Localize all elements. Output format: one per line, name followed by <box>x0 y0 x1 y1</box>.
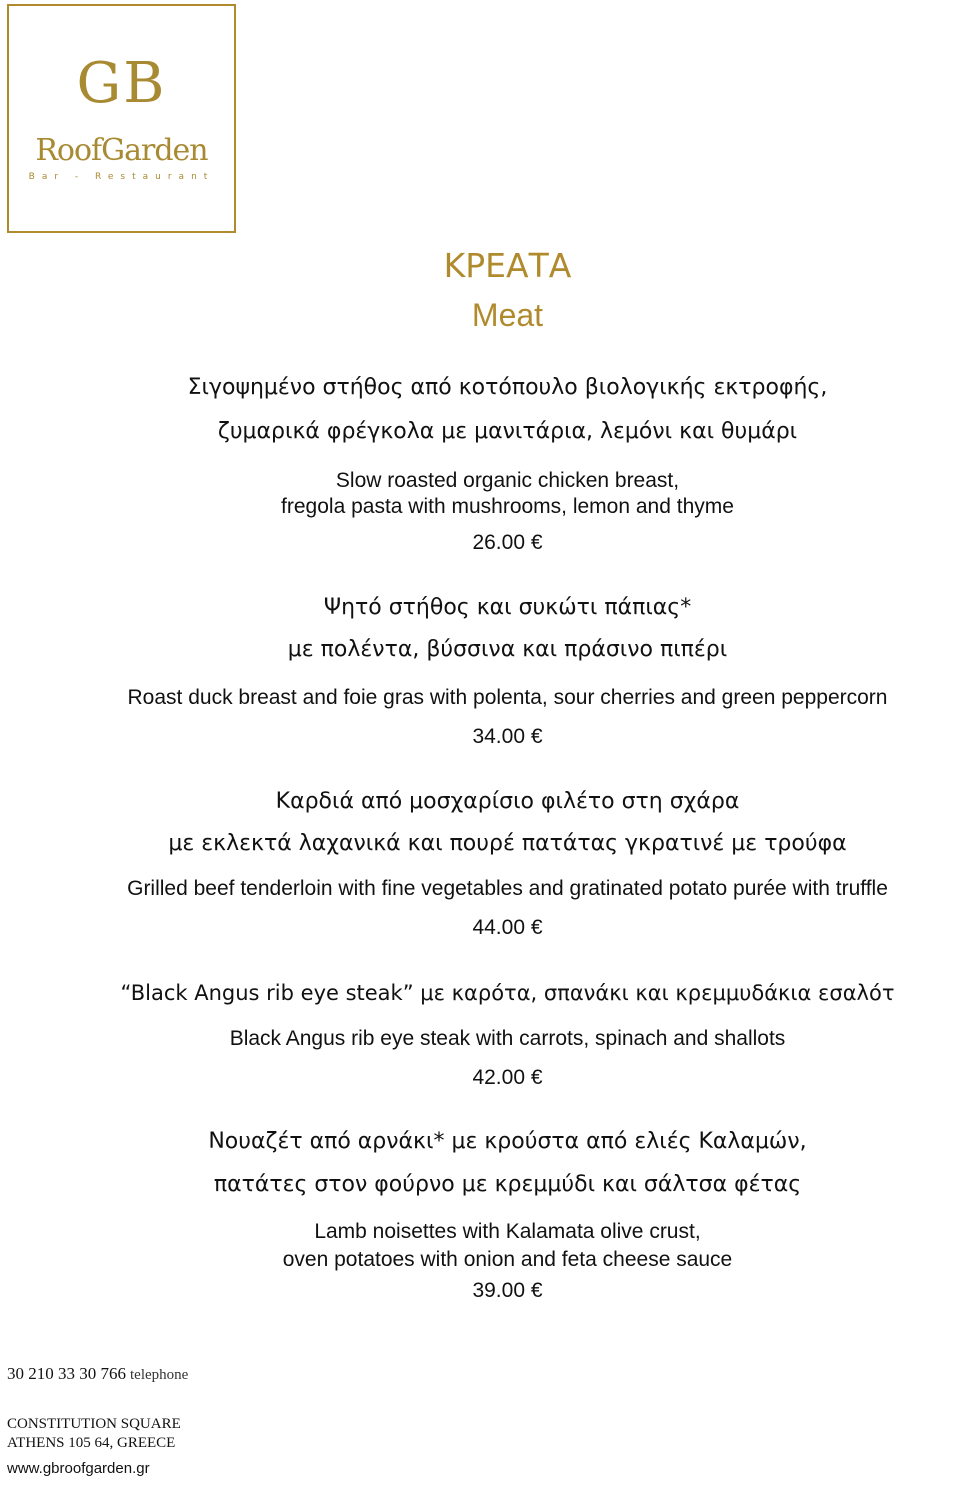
section-title-english: Meat <box>471 297 544 333</box>
dish-1-greek-line-2: ζυμαρικά φρέγκολα με μανιτάρια, λεμόνι και θυμάρι <box>217 419 798 444</box>
dish-3-greek-line-2: με εκλεκτά λαχανικά και πουρέ πατάτας γκρατινέ με τρούφα <box>168 831 847 856</box>
dish-1-price: 26.00 € <box>472 531 543 554</box>
footer-phone-row <box>7 1364 188 1384</box>
dish-3-greek-line-1: Καρδιά από μοσχαρίσιο φιλέτο στη σχάρα <box>275 789 740 814</box>
dish-2-greek-line-1: Ψητό στήθος και συκώτι πάπιας* <box>323 595 692 620</box>
section-title-greek: ΚΡΕΑΤΑ <box>443 246 572 285</box>
dish-3-price: 44.00 € <box>472 916 543 939</box>
address-line-1: CONSTITUTION SQUARE <box>7 1416 181 1432</box>
website-link[interactable]: www.gbroofgarden.gr <box>7 1460 150 1477</box>
phone-label: telephone <box>130 1367 189 1383</box>
dish-2-greek-line-2: με πολέντα, βύσσινα και πράσινο πιπέρι <box>287 637 728 662</box>
dish-4-price: 42.00 € <box>472 1066 543 1089</box>
logo-monogram: GB <box>76 51 167 116</box>
dish-5-greek-line-1: Νουαζέτ από αρνάκι* με κρούστα από ελιές Καλαμών, <box>208 1129 807 1154</box>
address-line-2: ATHENS 105 64, GREECE <box>7 1435 176 1451</box>
dish-5-english-line-2: oven potatoes with onion and feta cheese sauce <box>282 1248 733 1271</box>
dish-3-english-line-1: Grilled beef tenderloin with fine vegetables and gratinated potato purée with truffle <box>127 877 888 900</box>
dish-5-greek-line-2: πατάτες στον φούρνο με κρεμμύδι και σάλτσα φέτας <box>213 1172 802 1197</box>
dish-2-english-line-1: Roast duck breast and foie gras with polenta, sour cherries and green peppercorn <box>127 686 888 709</box>
dish-2-price: 34.00 € <box>472 725 543 748</box>
dish-4-english-line-1: Black Angus rib eye steak with carrots, spinach and shallots <box>229 1027 786 1050</box>
restaurant-logo <box>7 4 236 233</box>
dish-4-greek-line-1: “Black Angus rib eye steak” με καρότα, σπανάκι και κρεμμυδάκια εσαλότ <box>120 981 895 1005</box>
dish-5-english-line-1: Lamb noisettes with Kalamata olive crust, <box>314 1220 701 1243</box>
logo-tagline: Bar - Restaurant <box>28 172 215 182</box>
dish-1-english-line-1: Slow roasted organic chicken breast, <box>335 469 680 492</box>
phone-number[interactable]: 30 210 33 30 766 <box>7 1364 126 1383</box>
dish-1-english-line-2: fregola pasta with mushrooms, lemon and thyme <box>281 495 734 518</box>
logo-name: RoofGarden <box>35 133 208 168</box>
dish-1-greek-line-1: Σιγοψημένο στήθος από κοτόπουλο βιολογικής εκτροφής, <box>187 375 828 400</box>
dish-5-price: 39.00 € <box>472 1279 543 1302</box>
